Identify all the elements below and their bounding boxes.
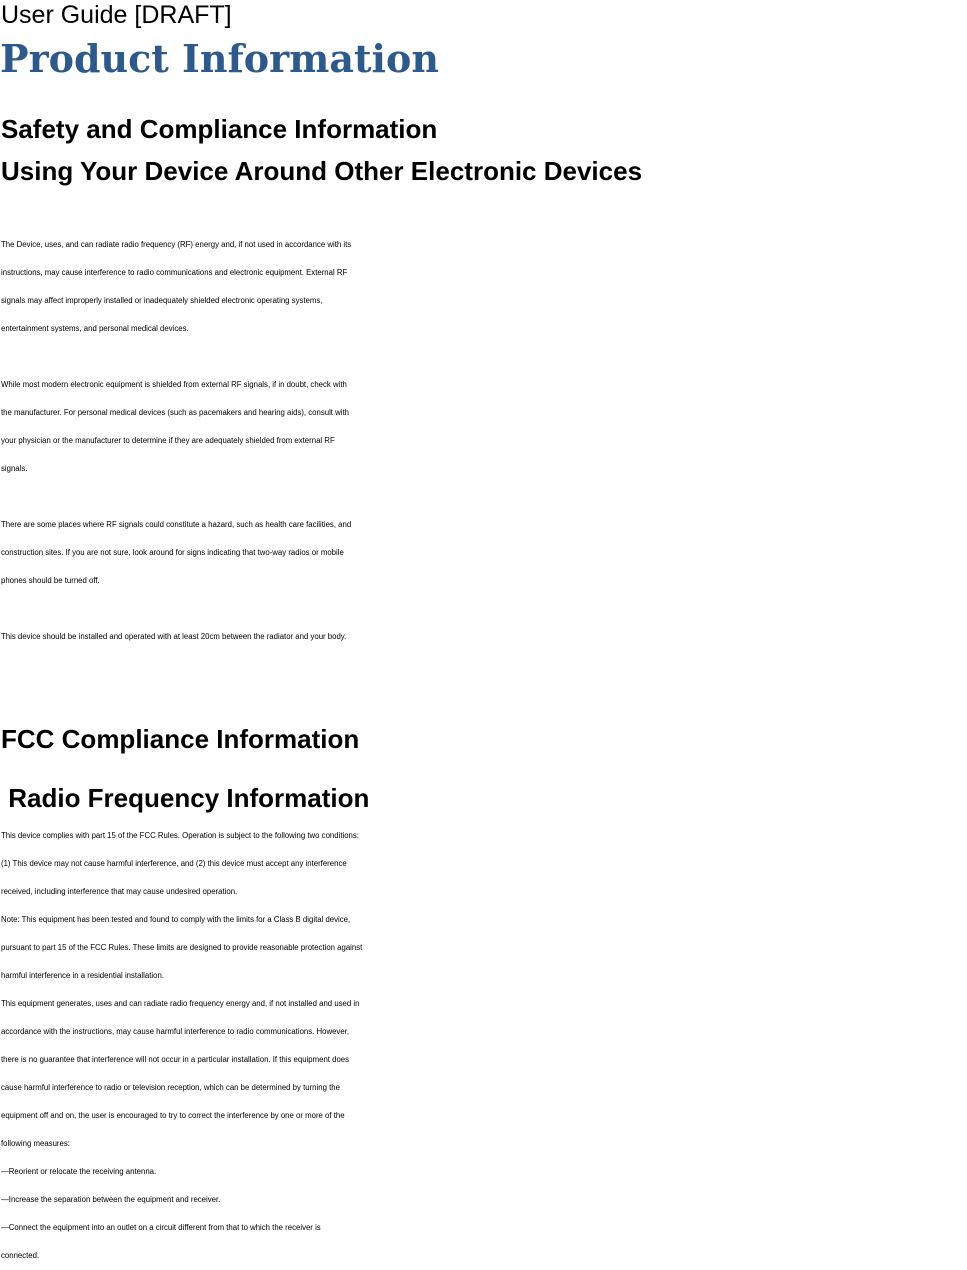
paragraph-distance: [1, 623, 967, 651]
text-line: the manufacturer. For personal medical devices (such as pacemakers and hearing aids), consult with: [1, 408, 350, 417]
text-line: accordance with the instructions, may cause harmful interference to radio communications. However,: [1, 1027, 349, 1036]
text-line: entertainment systems, and personal medical devices.: [1, 324, 189, 333]
text-line: following measures:: [1, 1139, 70, 1148]
guide-label: User Guide [DRAFT]: [1, 1, 232, 29]
text-line: cause harmful interference to radio or television reception, which can be determined by turning the: [1, 1083, 340, 1092]
text-line: This equipment generates, uses and can radiate radio frequency energy and, if not installed and used in: [1, 999, 360, 1008]
text-line: connected.: [1, 1251, 40, 1260]
text-line: Note: This equipment has been tested and found to comply with the limits for a Class B digital device,: [1, 915, 351, 924]
fcc-statement: [1, 822, 967, 1270]
text-line: There are some places where RF signals could constitute a hazard, such as health care facilities, and: [1, 520, 352, 529]
text-line: (1) This device may not cause harmful interference, and (2) this device must accept any interference: [1, 859, 347, 868]
rf-information-heading: Radio Frequency Information: [1, 783, 370, 813]
paragraph-shielding: [1, 371, 967, 483]
text-line: This device should be installed and operated with at least 20cm between the radiator and your body.: [1, 632, 347, 641]
text-line: This device complies with part 15 of the FCC Rules. Operation is subject to the following two conditions:: [1, 831, 359, 840]
text-line: signals may affect improperly installed or inadequately shielded electronic operating systems,: [1, 296, 323, 305]
text-line: signals.: [1, 464, 28, 473]
text-line: pursuant to part 15 of the FCC Rules. These limits are designed to provide reasonable protection against: [1, 943, 363, 952]
text-line: construction sites. If you are not sure, look around for signs indicating that two-way radios or mobile: [1, 548, 344, 557]
paragraph-hazard-places: [1, 511, 967, 595]
text-line: phones should be turned off.: [1, 576, 100, 585]
fcc-heading: FCC Compliance Information: [1, 724, 360, 754]
measure-item: —Reorient or relocate the receiving antenna.: [1, 1167, 157, 1176]
safety-heading: Safety and Compliance Information: [1, 114, 438, 144]
page-title: Product Information: [0, 36, 439, 81]
text-line: received, including interference that may cause undesired operation.: [1, 887, 238, 896]
text-line: harmful interference in a residential installation.: [1, 971, 164, 980]
text-line: While most modern electronic equipment is shielded from external RF signals, if in doubt, check with: [1, 380, 347, 389]
paragraph-rf-energy: [1, 231, 967, 343]
text-line: equipment off and on, the user is encouraged to try to correct the interference by one or more of the: [1, 1111, 345, 1120]
text-line: The Device, uses, and can radiate radio frequency (RF) energy and, if not used in accordance with its: [1, 240, 352, 249]
electronic-devices-heading: Using Your Device Around Other Electronic Devices: [1, 156, 643, 186]
measure-item: —Increase the separation between the equipment and receiver.: [1, 1195, 221, 1204]
measure-item: —Connect the equipment into an outlet on a circuit different from that to which the receiver is: [1, 1223, 321, 1232]
text-line: your physician or the manufacturer to determine if they are adequately shielded from external RF: [1, 436, 335, 445]
text-line: there is no guarantee that interference will not occur in a particular installation. If this equipment does: [1, 1055, 350, 1064]
text-line: instructions, may cause interference to radio communications and electronic equipment. External RF: [1, 268, 348, 277]
